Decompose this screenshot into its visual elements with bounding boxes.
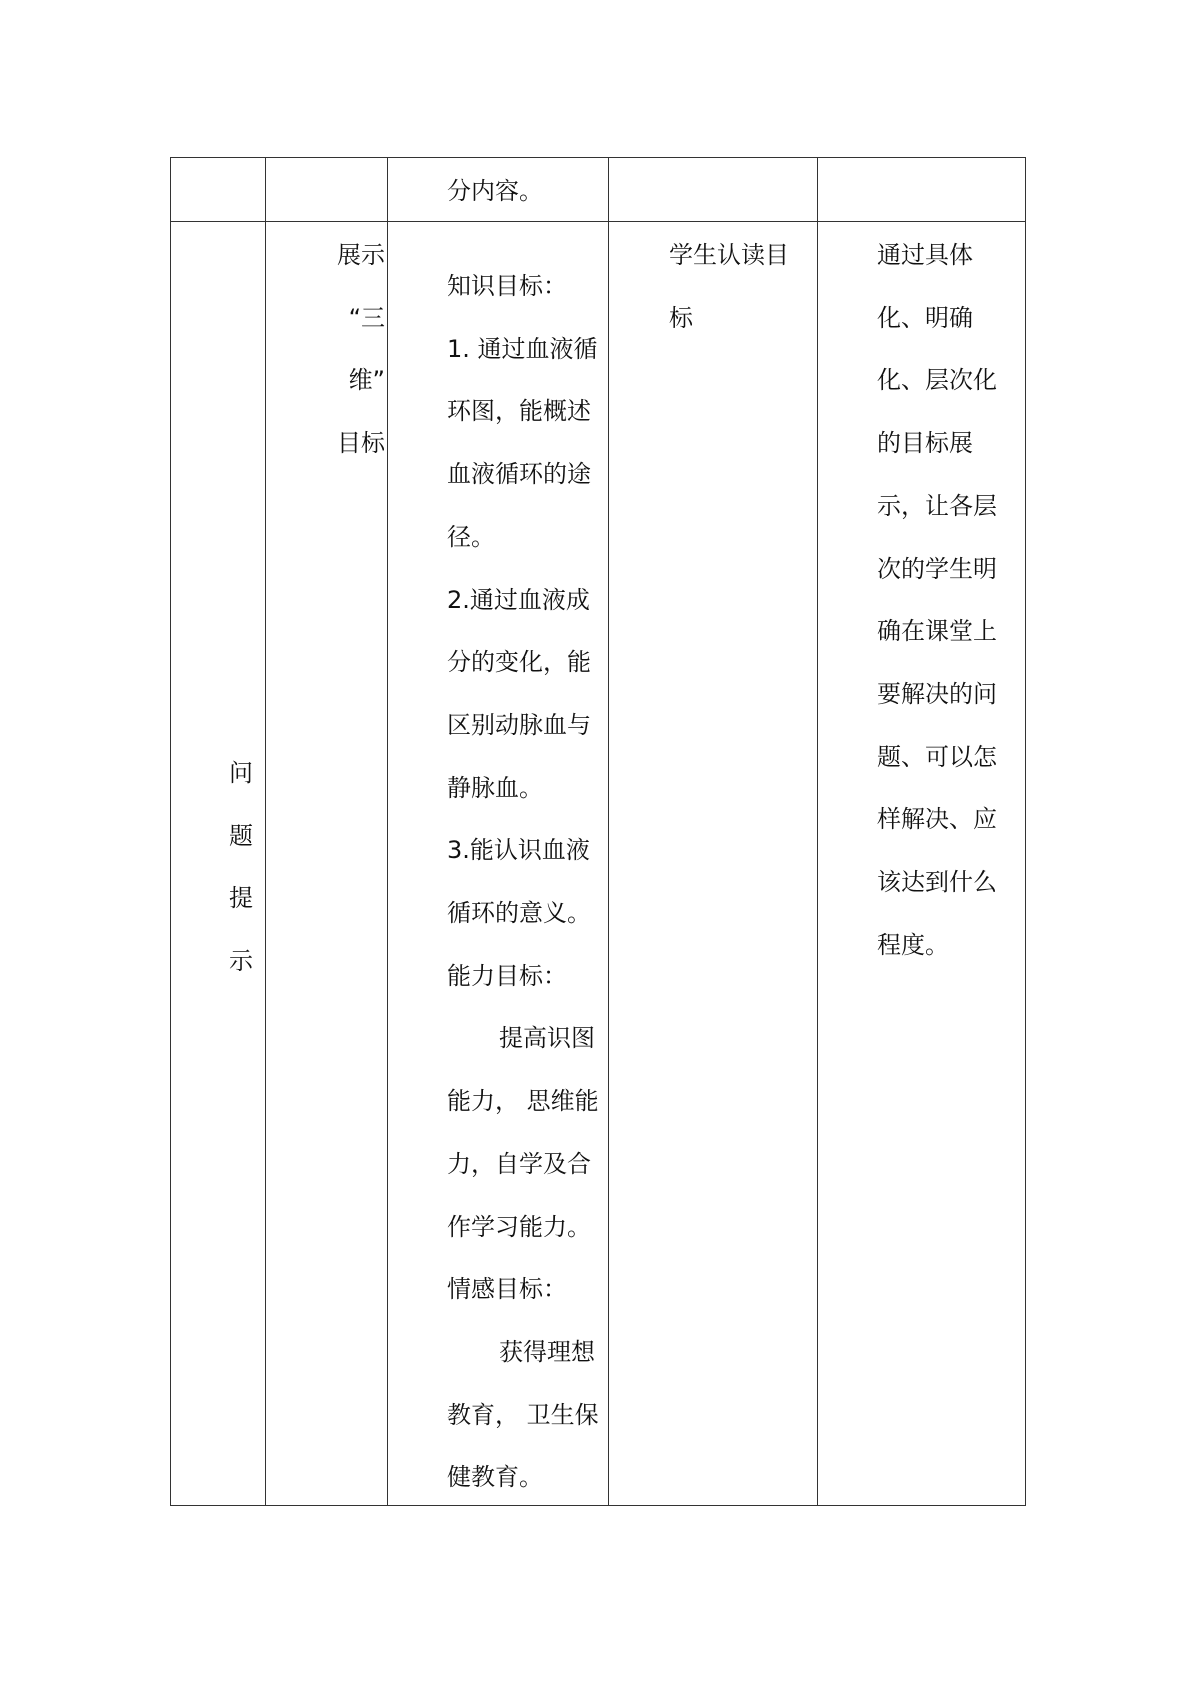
objective-line: 健教育。: [447, 1463, 543, 1492]
table-cell-r1-c3: 分内容。: [447, 177, 543, 205]
objective-line: 获得理想: [499, 1337, 595, 1366]
lesson-plan-table: [170, 157, 1026, 1506]
objective-line: 静脉血。: [447, 773, 543, 802]
objective-line: 教育， 卫生保: [447, 1400, 599, 1429]
table-row-divider: [171, 221, 1025, 222]
objective-line: 作学习能力。: [447, 1212, 591, 1241]
table-cell-r2-c5-design-intent: 通过具体 化、明确 化、层次化 的目标展 示，让各层 次的学生明 确在课堂上 要解决的问 题、可以怎 样解决、应 该达到什么 程度。: [877, 241, 997, 959]
objective-line: 力，自学及合: [447, 1149, 591, 1178]
table-column-divider: [608, 158, 609, 1505]
table-cell-r2-c1-section-title: 问 题 提 示: [229, 759, 253, 976]
objective-line: 提高识图: [499, 1024, 595, 1053]
objective-line: 循环的意义。: [447, 899, 591, 928]
table-column-divider: [387, 158, 388, 1505]
table-column-divider: [817, 158, 818, 1505]
table-cell-r2-c2-step: 展示 “三 维” 目标: [337, 241, 385, 458]
objective-line: 环图，能概述: [447, 397, 591, 426]
table-cell-r2-c4-student-activity: 学生认读目 标: [669, 241, 789, 332]
table-cell-r2-c3-objectives: [447, 255, 607, 1509]
objective-line: 1. 通过血液循: [447, 334, 598, 363]
objective-line: 能力目标：: [447, 961, 567, 990]
objective-line: 血液循环的途: [447, 460, 591, 489]
objective-line: 3.能认识血液: [447, 836, 590, 865]
objective-line: 区别动脉血与: [447, 710, 591, 739]
objective-line: 径。: [447, 522, 495, 551]
objective-line: 分的变化，能: [447, 648, 591, 677]
objective-line: 知识目标：: [447, 272, 567, 300]
table-column-divider: [265, 158, 266, 1505]
objective-line: 能力， 思维能: [447, 1087, 599, 1116]
objective-line: 情感目标：: [447, 1275, 567, 1304]
objective-line: 2.通过血液成: [447, 585, 590, 614]
